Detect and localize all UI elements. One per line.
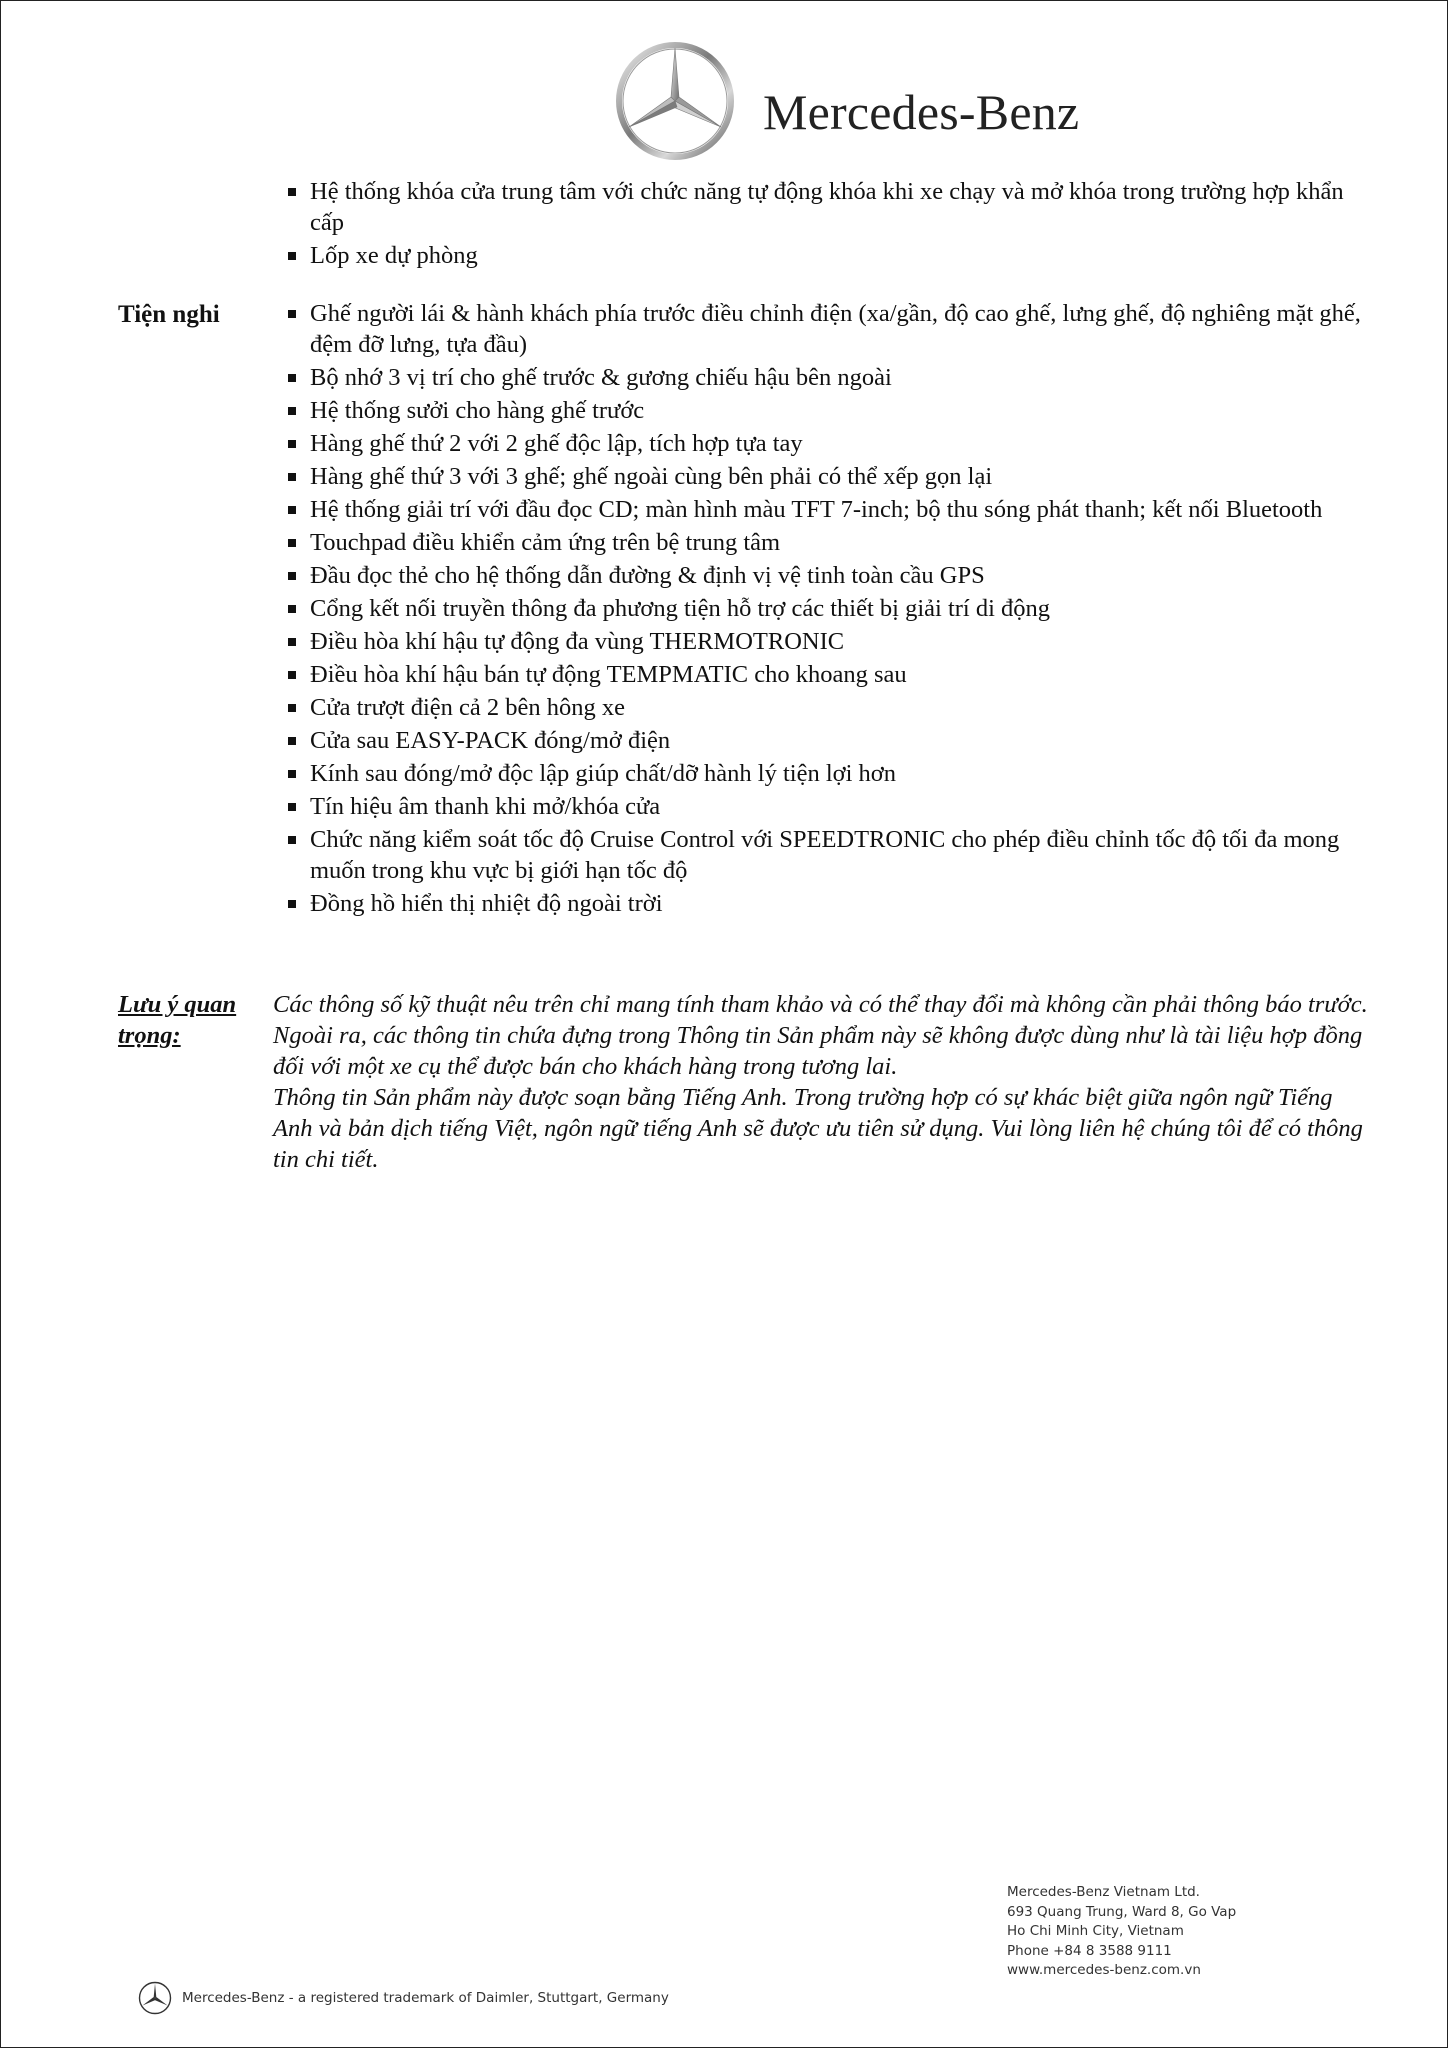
list-item: Chức năng kiểm soát tốc độ Cruise Control với SPEEDTRONIC cho phép điều chỉnh tốc độ tối đa mong muốn trong khu vực bị giới hạn tốc độ	[286, 824, 1376, 886]
website-url: www.mercedes-benz.com.vn	[1007, 1962, 1201, 1978]
mercedes-star-icon	[615, 41, 735, 161]
list-item: Hệ thống giải trí với đầu đọc CD; màn hình màu TFT 7-inch; bộ thu sóng phát thanh; kết nối Bluetooth	[286, 494, 1376, 525]
list-item: Hệ thống khóa cửa trung tâm với chức năng tự động khóa khi xe chạy và mở khóa trong trường hợp khẩn cấp	[286, 176, 1376, 238]
address-street: 693 Quang Trung, Ward 8, Go Vap	[1007, 1903, 1237, 1920]
section-label-amenities: Tiện nghi	[118, 301, 220, 328]
mercedes-star-small-icon	[138, 1981, 172, 2015]
address-city: Ho Chi Minh City, Vietnam	[1007, 1923, 1184, 1939]
note-paragraph: Các thông số kỹ thuật nêu trên chỉ mang tính tham khảo và có thể thay đổi mà không cần phải thông báo trước. Ngoài ra, các thông tin chứa đựng trong Thông tin Sản phẩm này sẽ không được dùng như là tài liệu hợp đồng đối với một xe cụ thể được bán cho khách hàng trong tương lai.	[273, 991, 1368, 1080]
footer-trademark	[138, 1981, 669, 2015]
list-item: Ghế người lái & hành khách phía trước điều chỉnh điện (xa/gần, độ cao ghế, lưng ghế, độ nghiêng mặt ghế, đệm đỡ lưng, tựa đầu)	[286, 298, 1376, 360]
phone-number: Phone +84 8 3588 9111	[1007, 1942, 1172, 1959]
note-label: Lưu ý quan trọng:	[118, 991, 237, 1049]
list-item: Điều hòa khí hậu tự động đa vùng THERMOTRONIC	[286, 626, 1376, 657]
list-item: Kính sau đóng/mở độc lập giúp chất/dỡ hành lý tiện lợi hơn	[286, 758, 1376, 789]
list-item: Hàng ghế thứ 2 với 2 ghế độc lập, tích hợp tựa tay	[286, 428, 1376, 459]
list-item: Bộ nhớ 3 vị trí cho ghế trước & gương chiếu hậu bên ngoài	[286, 362, 1376, 393]
list-item: Hệ thống sưởi cho hàng ghế trước	[286, 395, 1376, 426]
list-item: Hàng ghế thứ 3 với 3 ghế; ghế ngoài cùng bên phải có thể xếp gọn lại	[286, 461, 1376, 492]
brand-name: Mercedes-Benz	[763, 84, 1080, 140]
list-item: Điều hòa khí hậu bán tự động TEMPMATIC cho khoang sau	[286, 659, 1376, 690]
list-item: Cửa trượt điện cả 2 bên hông xe	[286, 692, 1376, 723]
list-item: Cổng kết nối truyền thông đa phương tiện hỗ trợ các thiết bị giải trí di động	[286, 593, 1376, 624]
list-item: Đồng hồ hiển thị nhiệt độ ngoài trời	[286, 888, 1376, 919]
continued-feature-list	[286, 176, 1376, 273]
trademark-text: Mercedes-Benz - a registered trademark of Daimler, Stuttgart, Germany	[182, 1990, 669, 2006]
important-note	[273, 989, 1373, 1175]
footer-address	[1007, 1883, 1236, 1981]
list-item: Lốp xe dự phòng	[286, 240, 1376, 271]
list-item: Cửa sau EASY-PACK đóng/mở điện	[286, 725, 1376, 756]
list-item: Đầu đọc thẻ cho hệ thống dẫn đường & định vị vệ tinh toàn cầu GPS	[286, 560, 1376, 591]
list-item: Touchpad điều khiển cảm ứng trên bệ trung tâm	[286, 527, 1376, 558]
note-paragraph: Thông tin Sản phẩm này được soạn bằng Tiếng Anh. Trong trường hợp có sự khác biệt giữa ngôn ngữ Tiếng Anh và bản dịch tiếng Việt, ngôn ngữ tiếng Anh sẽ được ưu tiên sử dụng. Vui lòng liên hệ chúng tôi để có thông tin chi tiết.	[273, 1084, 1363, 1173]
amenities-list	[286, 298, 1376, 921]
company-name: Mercedes-Benz Vietnam Ltd.	[1007, 1884, 1200, 1900]
list-item: Tín hiệu âm thanh khi mở/khóa cửa	[286, 791, 1376, 822]
